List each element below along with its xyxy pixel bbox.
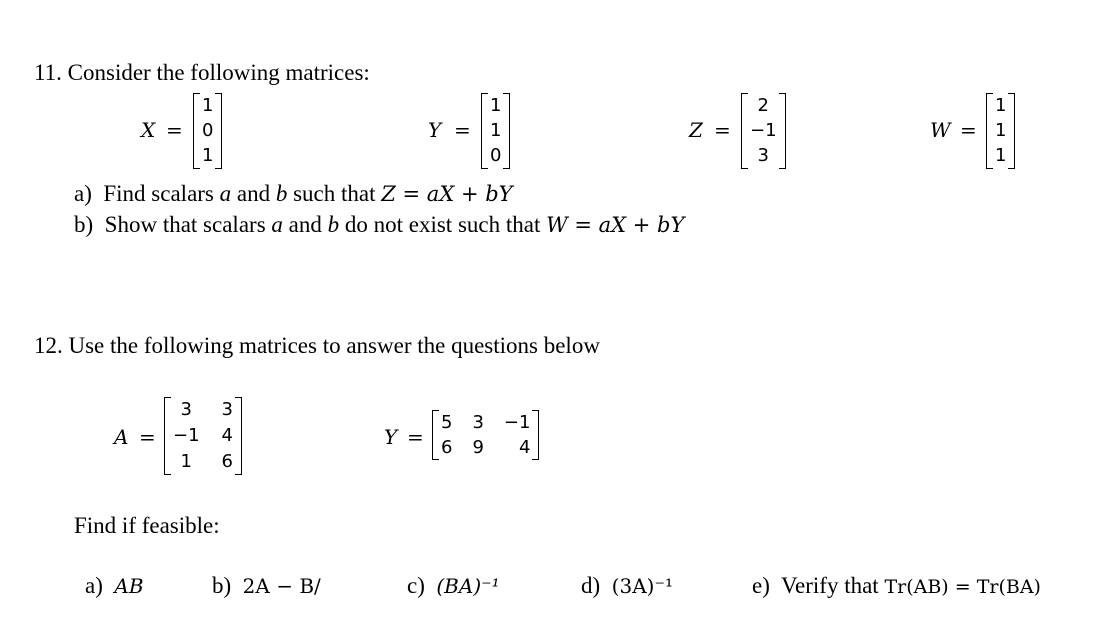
part-text: Show that scalars — [104, 212, 272, 237]
scalar-b: b — [327, 212, 340, 237]
q12-part-d — [581, 573, 673, 599]
matrix-y-entry: 1 — [490, 94, 502, 116]
matrix-a-entry: 4 — [221, 425, 233, 446]
matrix-w — [986, 93, 1015, 169]
matrix-a-entry: 1 — [180, 451, 192, 472]
expression: (BA)⁻¹ — [436, 574, 500, 598]
matrix-z-name: Z — [689, 118, 703, 142]
q11-part-b — [74, 212, 684, 238]
matrix-y2-entry: 5 — [441, 411, 453, 433]
part-label: b) — [212, 573, 232, 598]
matrix-x-entry: 0 — [202, 119, 214, 141]
matrix-w-entry: 1 — [995, 94, 1007, 116]
matrix-y2 — [432, 410, 539, 460]
question-11-heading: 11. Consider the following matrices: — [34, 60, 370, 85]
matrix-z-entry: −1 — [750, 119, 777, 141]
part-text: Verify that — [780, 573, 885, 598]
q12-part-e — [752, 573, 1041, 599]
matrix-y-name: Y — [428, 118, 442, 142]
part-label: d) — [581, 573, 601, 598]
q12-part-c — [407, 573, 500, 599]
matrix-a-entry: 3 — [180, 399, 192, 420]
matrix-w-name: W — [930, 118, 951, 142]
matrix-y2-entry: 3 — [472, 411, 484, 433]
matrix-y2-entry: 9 — [472, 436, 484, 458]
expression: (3A)⁻¹ — [611, 574, 674, 598]
matrix-y — [481, 93, 510, 169]
q12-part-b — [212, 573, 321, 599]
matrix-y2-entry: −1 — [503, 411, 531, 433]
part-label: b) — [74, 212, 94, 237]
matrix-x-entry: 1 — [202, 94, 214, 116]
matrix-z-equals: = — [714, 118, 731, 142]
matrix-a-entry: −1 — [173, 425, 200, 446]
matrix-x — [193, 93, 222, 169]
matrix-y-entry: 0 — [490, 145, 502, 167]
matrix-z — [741, 93, 786, 169]
matrix-a-entry: 3 — [221, 399, 233, 420]
question-12-heading: 12. Use the following matrices to answer the questions below — [34, 333, 600, 358]
part-label: c) — [407, 573, 425, 598]
matrix-x-equals: = — [166, 118, 183, 142]
matrix-y-equals: = — [454, 118, 471, 142]
matrix-y2-entry: 6 — [441, 436, 453, 458]
matrix-a — [164, 397, 242, 475]
part-text: do not exist such that — [339, 212, 547, 237]
part-text: Find scalars — [103, 181, 220, 206]
matrix-a-entry: 6 — [221, 451, 233, 472]
part-label: a) — [74, 181, 92, 206]
matrix-a-name: A — [114, 425, 129, 449]
matrix-x-name: X — [141, 118, 156, 142]
scalar-a: a — [271, 212, 283, 237]
matrix-y-entry: 1 — [490, 119, 502, 141]
expression: Tr(AB) = Tr(BA) — [884, 576, 1041, 598]
expression: AB — [114, 574, 144, 598]
matrix-y2-entry: 4 — [519, 436, 531, 458]
matrix-y2-name: Y — [384, 425, 398, 449]
q11-part-a — [74, 181, 513, 207]
part-label: a) — [85, 573, 103, 598]
matrix-x-entry: 1 — [202, 145, 214, 167]
matrix-y2-equals: = — [407, 425, 424, 449]
matrix-w-entry: 1 — [995, 145, 1007, 167]
scalar-b: b — [275, 181, 288, 206]
matrix-z-entry: 2 — [757, 94, 769, 116]
part-text: and — [231, 181, 276, 206]
part-text: and — [282, 212, 328, 237]
matrix-z-entry: 3 — [757, 145, 769, 167]
matrix-w-equals: = — [960, 118, 977, 142]
equation: W = aX + bY — [546, 213, 685, 237]
scalar-a: a — [219, 181, 232, 206]
expression: 2A − B/ — [242, 574, 321, 598]
part-text: such that — [287, 181, 382, 206]
equation: Z = aX + bY — [381, 182, 513, 206]
q12-part-a — [85, 573, 144, 599]
matrix-w-entry: 1 — [995, 119, 1007, 141]
find-if-feasible: Find if feasible: — [74, 513, 220, 538]
matrix-a-equals: = — [139, 425, 156, 449]
part-label: e) — [752, 573, 770, 598]
